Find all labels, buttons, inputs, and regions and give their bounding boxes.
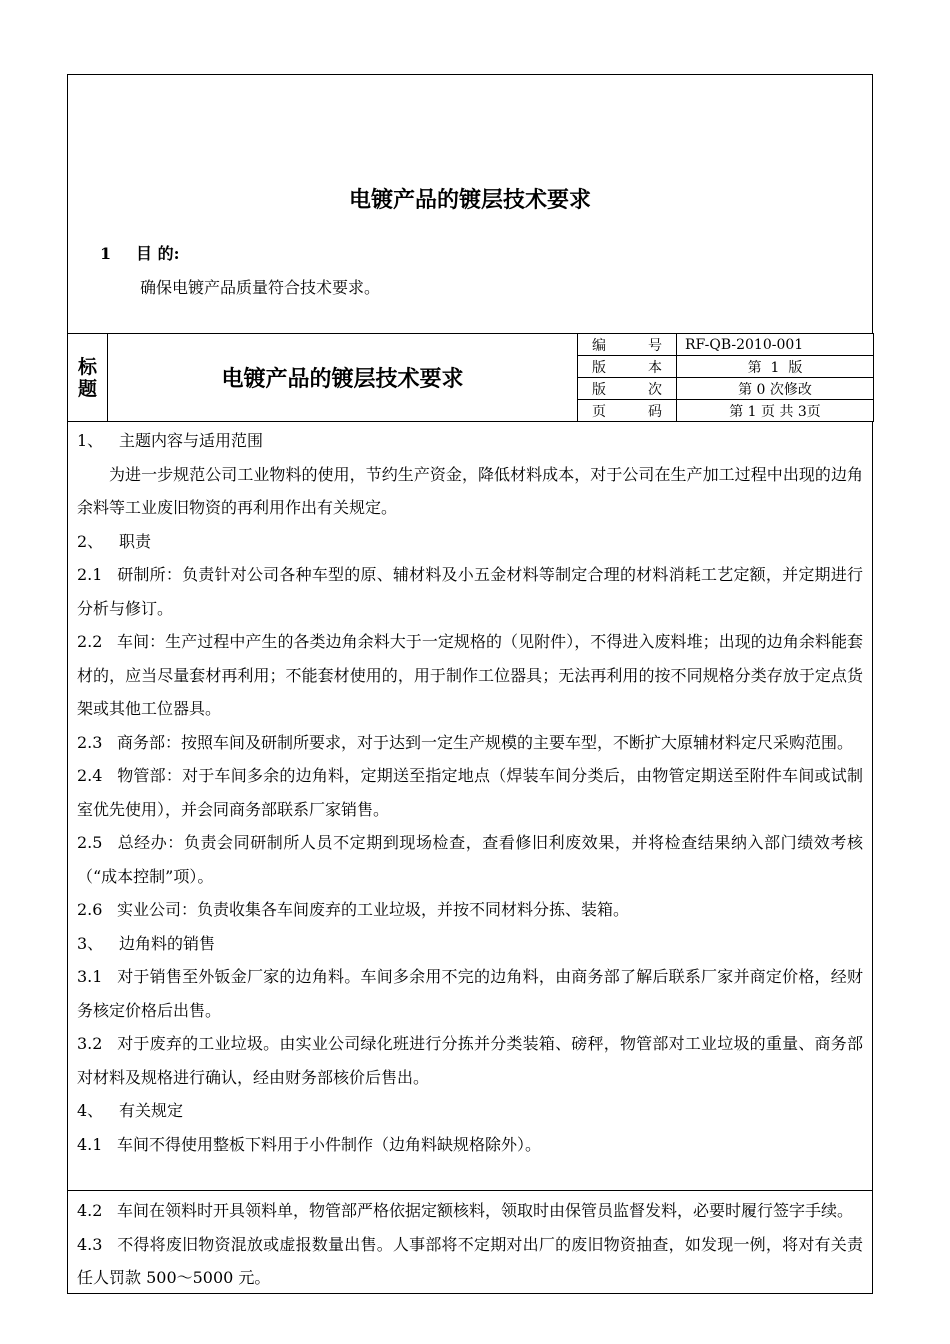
meta-key-revision: 版次 bbox=[578, 378, 677, 400]
header-table bbox=[67, 333, 874, 422]
document-cover-box bbox=[67, 74, 873, 334]
purpose-label: 目 的: bbox=[136, 244, 180, 263]
header-label bbox=[68, 334, 108, 422]
clause-2-1: 2.1 研制所：负责针对公司各种车型的原、辅材料及小五金材料等制定合理的材料消耗工艺定额，并定期进行分析与修订。 bbox=[77, 565, 863, 618]
meta-value-version: 第 1 版 bbox=[677, 356, 874, 378]
header-title: 电镀产品的镀层技术要求 bbox=[108, 334, 578, 422]
section-3-heading: 3、 边角料的销售 bbox=[77, 933, 216, 953]
header-label-text: 标题 bbox=[77, 355, 97, 400]
purpose-heading bbox=[100, 241, 179, 264]
clause-4-2: 4.2 车间在领料时开具领料单，物管部严格依据定额核料，领取时由保管员监督发料，必要时履行签字手续。 bbox=[77, 1201, 854, 1220]
clause-2-3: 2.3 商务部：按照车间及研制所要求，对于达到一定生产规模的主要车型，不断扩大原辅材料定尺采购范围。 bbox=[77, 732, 854, 752]
clause-2-5: 2.5 总经办：负责会同研制所人员不定期到现场检查，查看修旧利废效果，并将检查结果纳入部门绩效考核（“成本控制”项）。 bbox=[77, 833, 863, 886]
clause-4-1: 4.1 车间不得使用整板下料用于小件制作（边角料缺规格除外）。 bbox=[77, 1134, 542, 1154]
body-content bbox=[77, 424, 863, 1161]
meta-value-page: 第 1 页 共 3页 bbox=[677, 400, 874, 422]
meta-key-version: 版本 bbox=[578, 356, 677, 378]
meta-key-code: 编号 bbox=[578, 334, 677, 356]
body-content-continued bbox=[77, 1194, 863, 1295]
clause-2-4: 2.4 物管部：对于车间多余的边角料，定期送至指定地点（焊装车间分类后，由物管定期送至附件车间或试制室优先使用），并会同商务部联系厂家销售。 bbox=[77, 766, 863, 819]
section-1-text: 为进一步规范公司工业物料的使用，节约生产资金，降低材料成本，对于公司在生产加工过程中出现的边角余料等工业废旧物资的再利用作出有关规定。 bbox=[77, 464, 863, 517]
section-4-heading: 4、 有关规定 bbox=[77, 1101, 184, 1120]
clause-2-2: 2.2 车间：生产过程中产生的各类边角余料大于一定规格的（见附件），不得进入废料堆；出现的边角余料能套材的，应当尽量套材再利用；不能套材使用的，用于制作工位器具；无法再利用的按不同规格分类存放于定点货架或其他工位器具。 bbox=[77, 632, 863, 718]
clause-2-6: 2.6 实业公司：负责收集各车间废弃的工业垃圾，并按不同材料分拣、装箱。 bbox=[77, 900, 630, 919]
section-2-heading: 2、 职责 bbox=[77, 531, 152, 551]
clause-3-2: 3.2 对于废弃的工业垃圾。由实业公司绿化班进行分拣并分类装箱、磅秤，物管部对工业垃圾的重量、商务部对材料及规格进行确认，经由财务部核价后售出。 bbox=[77, 1034, 863, 1087]
clause-4-3: 4.3 不得将废旧物资混放或虚报数量出售。人事部将不定期对出厂的废旧物资抽查，如发现一例，将对有关责任人罚款 500～5000 元。 bbox=[77, 1234, 863, 1287]
purpose-number: 1 bbox=[100, 244, 112, 263]
meta-value-code: RF-QB-2010-001 bbox=[677, 334, 874, 356]
meta-value-revision: 第 0 次修改 bbox=[677, 378, 874, 400]
document-title: 电镀产品的镀层技术要求 bbox=[348, 187, 591, 213]
purpose-text: 确保电镀产品质量符合技术要求。 bbox=[140, 278, 381, 297]
meta-key-page: 页码 bbox=[578, 400, 677, 422]
clause-3-1: 3.1 对于销售至外钣金厂家的边角料。车间多余用不完的边角料，由商务部了解后联系厂家并商定价格，经财务核定价格后出售。 bbox=[77, 967, 863, 1020]
section-1-heading: 1、 主题内容与适用范围 bbox=[77, 431, 264, 450]
